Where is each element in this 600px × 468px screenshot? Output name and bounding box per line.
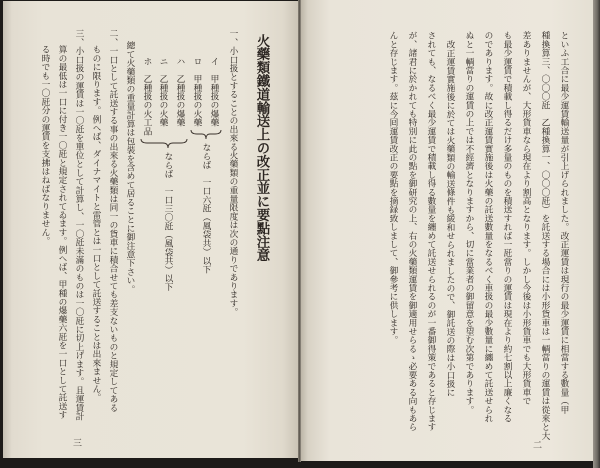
body-line: んと存じます。茲に今囘運賃改正の要點を摘録致しまして、御參考に供します。 bbox=[388, 31, 398, 345]
sub-item: ハ 乙種扱の爆藥 bbox=[175, 57, 185, 127]
weight-limit: ならば 一口三〇瓩（風袋共）以下 bbox=[163, 152, 173, 292]
sub-item: イ 甲種扱の爆藥 bbox=[209, 57, 219, 127]
body-line: 改正運賃實施後に於ては火藥類の輸送條件も緩和せられましたので、御託送の際は小口扱に bbox=[445, 39, 455, 397]
list-item-3-continued: る時でも一〇瓩分の運賃を支拂はねばなりません。 bbox=[40, 45, 50, 246]
list-item-1: 一、小口扱とすることの出來る火藥類の重量限度は次の通りであります。 bbox=[228, 29, 238, 317]
body-line: のであります。故に改正運賃實施後は火藥の託送數量をなるべく車扱の最少數量に纏めて託送せられ bbox=[483, 31, 493, 423]
brace-mark bbox=[139, 137, 189, 150]
gutter-shadow bbox=[298, 0, 301, 462]
page-stack-edge bbox=[593, 0, 600, 468]
list-item-2: 二、一口として託送する事の出來る火藥類は同一の貨車に積合せても差支ないものと規定してある bbox=[108, 29, 118, 412]
list-item-3: 三、小口扱の運賃は一〇瓩を單位として計算し、一〇瓩未滿のものは一〇瓩に切上げます。且運賃計 bbox=[74, 29, 84, 421]
body-line: といふ工合に最少運賃輸送量が引上げられました。改正運賃は現行の最少運賃に相當する數量（甲 bbox=[559, 31, 569, 414]
section-title: 火藥類鐵道輸送上の改正並に要點注意 bbox=[254, 34, 270, 262]
sub-item: ロ 甲種扱の火藥 bbox=[192, 57, 202, 127]
body-line: 差ありませんが、大形貨車なら現在より割高となります。しかし今後は小形貨車でも大形貨車で bbox=[521, 31, 531, 406]
page-number: 三 bbox=[71, 438, 81, 447]
right-page-body bbox=[383, 31, 573, 451]
sub-item: ホ 乙種扱の火工品 bbox=[142, 57, 152, 136]
body-line: が、諸君に於かれても特別に此の點を御研究の上、右の火藥類運賃を御適用せらるゝ必要ある向もあら bbox=[407, 31, 417, 432]
sub-item: ニ 乙種扱の火藥 bbox=[158, 57, 168, 127]
weight-limit: ならば 一口六瓩（風袋共）以下 bbox=[201, 143, 211, 274]
body-line: 種換算三、〇〇〇瓩 乙種換算一、〇〇〇瓩）を託送する場合には小形貨車は一輌當りの運賃は從來と大 bbox=[540, 31, 550, 440]
body-line: も最少運賃で積載し得るだけ多量のものを積送すれば一瓩當りの運賃は現在より約七割以上廉くなる bbox=[502, 31, 512, 423]
list-item-3-continued: 算の最低は一口に付き一〇瓩と規定されてゐます。例へば、甲種の爆藥六瓩を一口として託送す bbox=[57, 45, 67, 420]
note-line: 總て火藥類の重量計算は包裝を含めて居ることに御注意下さい。 bbox=[125, 41, 135, 294]
page-number: 二 bbox=[531, 440, 541, 449]
list-item-2-continued: ものに限ります。例へば、ダイナマイトと雷管とは一口として託送することは出來ません。 bbox=[91, 45, 101, 402]
body-line: ぬと一輌當りの運賃の上では不經濟となりますから、切に當業者の御留意を望む次第であります。 bbox=[464, 31, 474, 414]
brace-mark bbox=[189, 128, 223, 141]
body-line: されても、なるべく最少運賃で積載し得る數量を纏めて託送せられるのが一番御得策であると存じます bbox=[426, 31, 436, 432]
